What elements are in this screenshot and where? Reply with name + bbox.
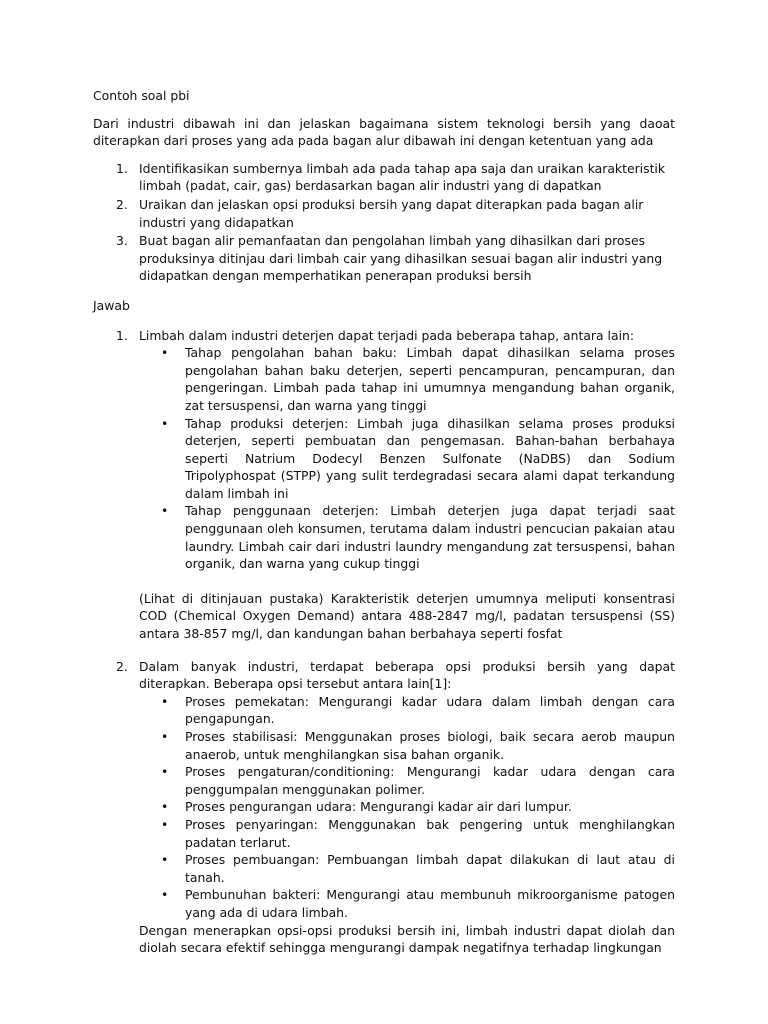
question-item (93, 196, 675, 231)
answer-2 (93, 658, 675, 957)
question-number: 3. (116, 233, 128, 249)
bullet-item (161, 886, 675, 921)
bullet-icon: • (161, 345, 169, 361)
answer-number: 2. (116, 658, 128, 674)
answer-2-closing: Dengan menerapkan opsi-opsi produksi bersih ini, limbah industri dapat diolah dan diolah secara efektif sehingga mengurangi dampak negatifnya terhadap lingkungan (139, 922, 675, 956)
answer-lead: Limbah dalam industri deterjen dapat terjadi pada beberapa tahap, antara lain: (139, 327, 635, 343)
bullet-text: Proses penyaringan: Menggunakan bak pengering untuk menghilangkan padatan terlarut. (185, 816, 675, 850)
bullet-item (161, 415, 675, 503)
bullet-icon: • (161, 816, 169, 832)
bullet-item (161, 502, 675, 572)
bullet-icon: • (161, 729, 169, 744)
bullet-item (161, 693, 675, 728)
bullet-text: Pembunuhan bakteri: Mengurangi atau membunuh mikroorganisme patogen yang ada di udara limbah. (185, 887, 675, 920)
question-number: 2. (116, 196, 128, 212)
bullet-text: Proses pengurangan udara: Mengurangi kadar air dari lumpur. (185, 799, 572, 815)
bullet-icon: • (161, 887, 169, 903)
answer-lead: Dalam banyak industri, terdapat beberapa opsi produksi bersih yang dapat diterapkan. Beberapa opsi tersebut antara lain[1]: (139, 658, 675, 692)
bullet-item (161, 344, 675, 414)
document-body (93, 87, 675, 957)
bullet-icon: • (161, 852, 169, 868)
bullet-item (161, 728, 675, 763)
answer-number: 1. (116, 327, 128, 343)
bullet-text: Proses pembuangan: Pembuangan limbah dapat dilakukan di laut atau di tanah. (185, 852, 675, 885)
answer-2-bullets (139, 693, 675, 922)
bullet-icon: • (161, 503, 169, 519)
answer-1 (93, 327, 675, 643)
bullet-item (161, 798, 675, 816)
question-list (93, 160, 675, 285)
bullet-text: Proses stabilisasi: Menggunakan proses biologi, baik secara aerob maupun anaerob, untuk menghilangkan sisa bahan organik. (185, 729, 675, 762)
bullet-icon: • (161, 693, 169, 709)
bullet-icon: • (161, 415, 169, 431)
bullet-text: Proses pengaturan/conditioning: Mengurangi kadar udara dengan cara penggumpalan menggunakan polimer. (185, 764, 675, 797)
bullet-item (161, 851, 675, 886)
answer-heading: Jawab (93, 297, 130, 313)
document-title: Contoh soal pbi (93, 88, 190, 103)
bullet-text: Proses pemekatan: Mengurangi kadar udara dalam limbah dengan cara pengapungan. (185, 693, 675, 727)
bullet-icon: • (161, 799, 169, 815)
bullet-item (161, 763, 675, 798)
question-text: Uraikan dan jelaskan opsi produksi bersih yang dapat diterapkan pada bagan alir industri yang didapatkan (139, 196, 644, 230)
answer-1-bullets (139, 344, 675, 573)
bullet-icon: • (161, 764, 169, 780)
bullet-text: Tahap produksi deterjen: Limbah juga dihasilkan selama proses produksi deterjen, seperti pembuatan dan pengemasan. Bahan-bahan berbahaya seperti Natrium Dodecyl Benzen Sulfonate (NaDBS) dan Sodium Tripolyphospat (STPP) yang sulit terdegradasi secara alami dapat terkandung dalam limbah ini (185, 415, 675, 501)
answer-1-note: (Lihat di ditinjauan pustaka) Karakteristik deterjen umumnya meliputi konsentrasi COD (Chemical Oxygen Demand) antara 488-2847 mg/l, padatan tersuspensi (SS) antara 38-857 mg/l, dan kandungan bahan berbahaya seperti fosfat (139, 590, 675, 642)
bullet-text: Tahap penggunaan deterjen: Limbah deterjen juga dapat terjadi saat penggunaan oleh konsumen, terutama dalam industri pencucian pakaian atau laundry. Limbah cair dari industri laundry mengandung zat tersuspensi, bahan organik, dan warna yang cukup tinggi (185, 503, 675, 572)
intro-paragraph: Dari industri dibawah ini dan jelaskan bagaimana sistem teknologi bersih yang daoat diterapkan dari proses yang ada pada bagan alur dibawah ini dengan ketentuan yang ada (93, 115, 675, 149)
question-text: Buat bagan alir pemanfaatan dan pengolahan limbah yang dihasilkan dari proses produksinya ditinjau dari limbah cair yang dihasilkan sesuai bagan alir industri yang didapatkan dengan memperhatikan penerapan produksi bersih (139, 233, 663, 284)
question-text: Identifikasikan sumbernya limbah ada pada tahap apa saja dan uraikan karakteristik limbah (padat, cair, gas) berdasarkan bagan alir industri yang di dapatkan (139, 160, 666, 194)
question-item (93, 160, 675, 195)
bullet-text: Tahap pengolahan bahan baku: Limbah dapat dihasilkan selama proses pengolahan bahan baku deterjen, seperti pencampuran, pencampuran, dan pengeringan. Limbah pada tahap ini umumnya mengandung bahan organik, zat tersuspensi, dan warna yang tinggi (185, 345, 675, 413)
question-number: 1. (116, 160, 128, 176)
question-item (93, 232, 675, 285)
bullet-item (161, 816, 675, 851)
